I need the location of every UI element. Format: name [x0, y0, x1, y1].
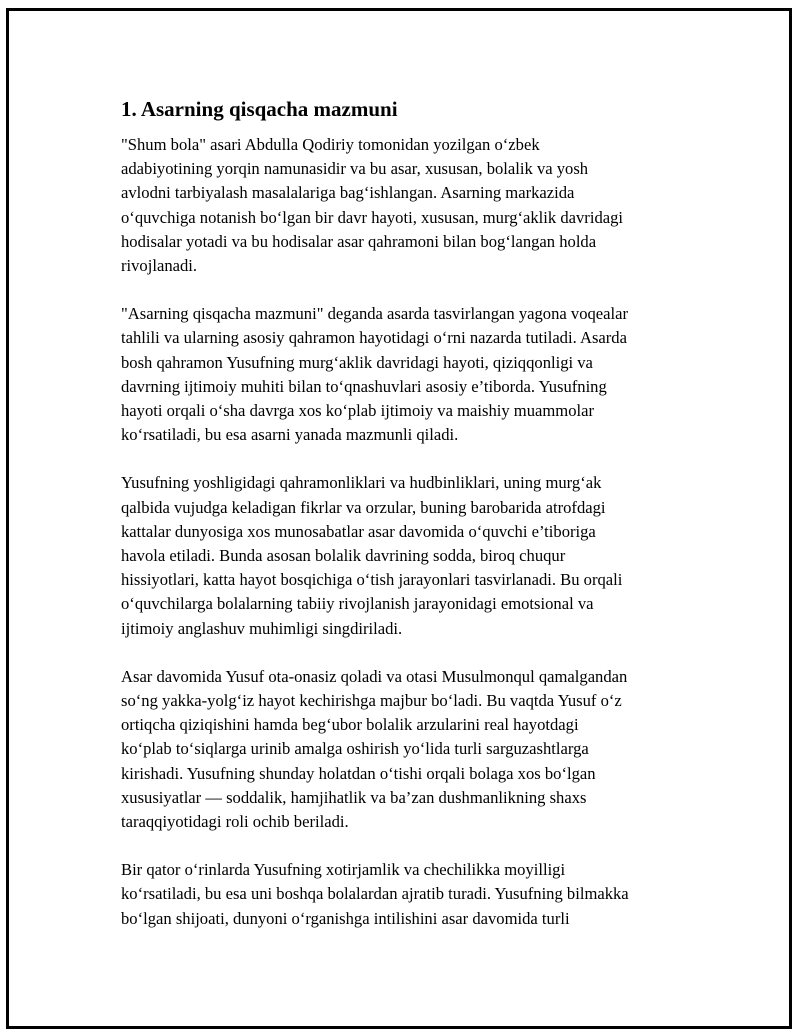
paragraph-line: o‘quvchilarga bolalarning tabiiy rivojlanish jarayonidagi emotsional va [121, 594, 594, 614]
paragraph-3 [121, 471, 701, 640]
paragraph-line: taraqqiyotidagi roli ochib beriladi. [121, 812, 349, 832]
paragraph-line: bo‘lgan shijoati, dunyoni o‘rganishga intilishini asar davomida turli [121, 908, 570, 928]
paragraph-line: Yusufning yoshligidagi qahramonliklari va hudbinliklari, uning murg‘ak [121, 473, 602, 493]
paragraph-line: hissiyotlari, katta hayot bosqichiga o‘tish jarayonlari tasvirlanadi. Bu orqali [121, 570, 623, 590]
paragraph-line: hodisalar yotadi va bu hodisalar asar qahramoni bilan bog‘langan holda [121, 231, 597, 251]
paragraph-line: davrning ijtimoiy muhiti bilan to‘qnashuvlari asosiy e’tiborda. Yusufning [121, 376, 607, 396]
paragraph-line: ko‘rsatiladi, bu esa asarni yanada mazmunli qiladi. [121, 425, 459, 445]
paragraph-1 [121, 133, 701, 278]
section-heading: 1. Asarning qisqacha mazmuni [121, 97, 398, 121]
paragraph-line: Bir qator o‘rinlarda Yusufning xotirjamlik va chechilikka moyilligi [121, 860, 566, 880]
paragraph-line: kattalar dunyosiga xos munosabatlar asar davomida o‘quvchi e’tiboriga [121, 521, 596, 541]
paragraph-4 [121, 665, 701, 834]
paragraph-line: ko‘plab to‘siqlarga urinib amalga oshirish yo‘lida turli sarguzashtlarga [121, 739, 589, 759]
paragraph-line: qalbida vujudga keladigan fikrlar va orzular, buning barobarida atrofdagi [121, 497, 606, 517]
paragraph-line: so‘ng yakka-yolg‘iz hayot kechirishga majbur bo‘ladi. Bu vaqtda Yusuf o‘z [121, 691, 622, 711]
document-body [121, 95, 701, 955]
paragraph-line: "Asarning qisqacha mazmuni" deganda asarda tasvirlangan yagona voqealar [121, 304, 629, 324]
paragraph-line: rivojlanadi. [121, 256, 198, 276]
paragraph-2 [121, 302, 701, 447]
paragraph-line: ortiqcha qiziqishini hamda beg‘ubor bolalik arzularini real hayotdagi [121, 715, 579, 735]
paragraph-line: "Shum bola" asari Abdulla Qodiriy tomonidan yozilgan o‘zbek [121, 135, 540, 154]
paragraph-line: hayoti orqali o‘sha davrga xos ko‘plab ijtimoiy va maishiy muammolar [121, 401, 594, 421]
paragraph-line: tahlili va ularning asosiy qahramon hayotidagi o‘rni nazarda tutiladi. Asarda [121, 328, 627, 348]
paragraph-line: Asar davomida Yusuf ota-onasiz qoladi va otasi Musulmonqul qamalgandan [121, 666, 628, 686]
paragraph-line: havola etiladi. Bunda asosan bolalik davrining sodda, biroq chuqur [121, 546, 566, 566]
paragraph-line: bosh qahramon Yusufning murg‘aklik davridagi hayoti, qiziqqonligi va [121, 352, 593, 372]
paragraph-line: kirishadi. Yusufning shunday holatdan o‘tishi orqali bolaga xos bo‘lgan [121, 763, 596, 783]
paragraph-line: ko‘rsatiladi, bu esa uni boshqa bolalardan ajratib turadi. Yusufning bilmakka [121, 884, 629, 904]
paragraph-line: adabiyotining yorqin namunasidir va bu asar, xususan, bolalik va yosh [121, 159, 589, 179]
page-frame [6, 8, 792, 1029]
paragraph-line: xususiyatlar — soddalik, hamjihatlik va ba’zan dushmanlikning shaxs [121, 787, 587, 807]
paragraph-line: o‘quvchiga notanish bo‘lgan bir davr hayoti, xususan, murg‘aklik davridagi [121, 207, 624, 227]
paragraph-5 [121, 858, 701, 931]
paragraph-line: ijtimoiy anglashuv muhimligi singdiriladi. [121, 618, 403, 638]
paragraph-line: avlodni tarbiyalash masalalariga bag‘ishlangan. Asarning markazida [121, 183, 575, 203]
